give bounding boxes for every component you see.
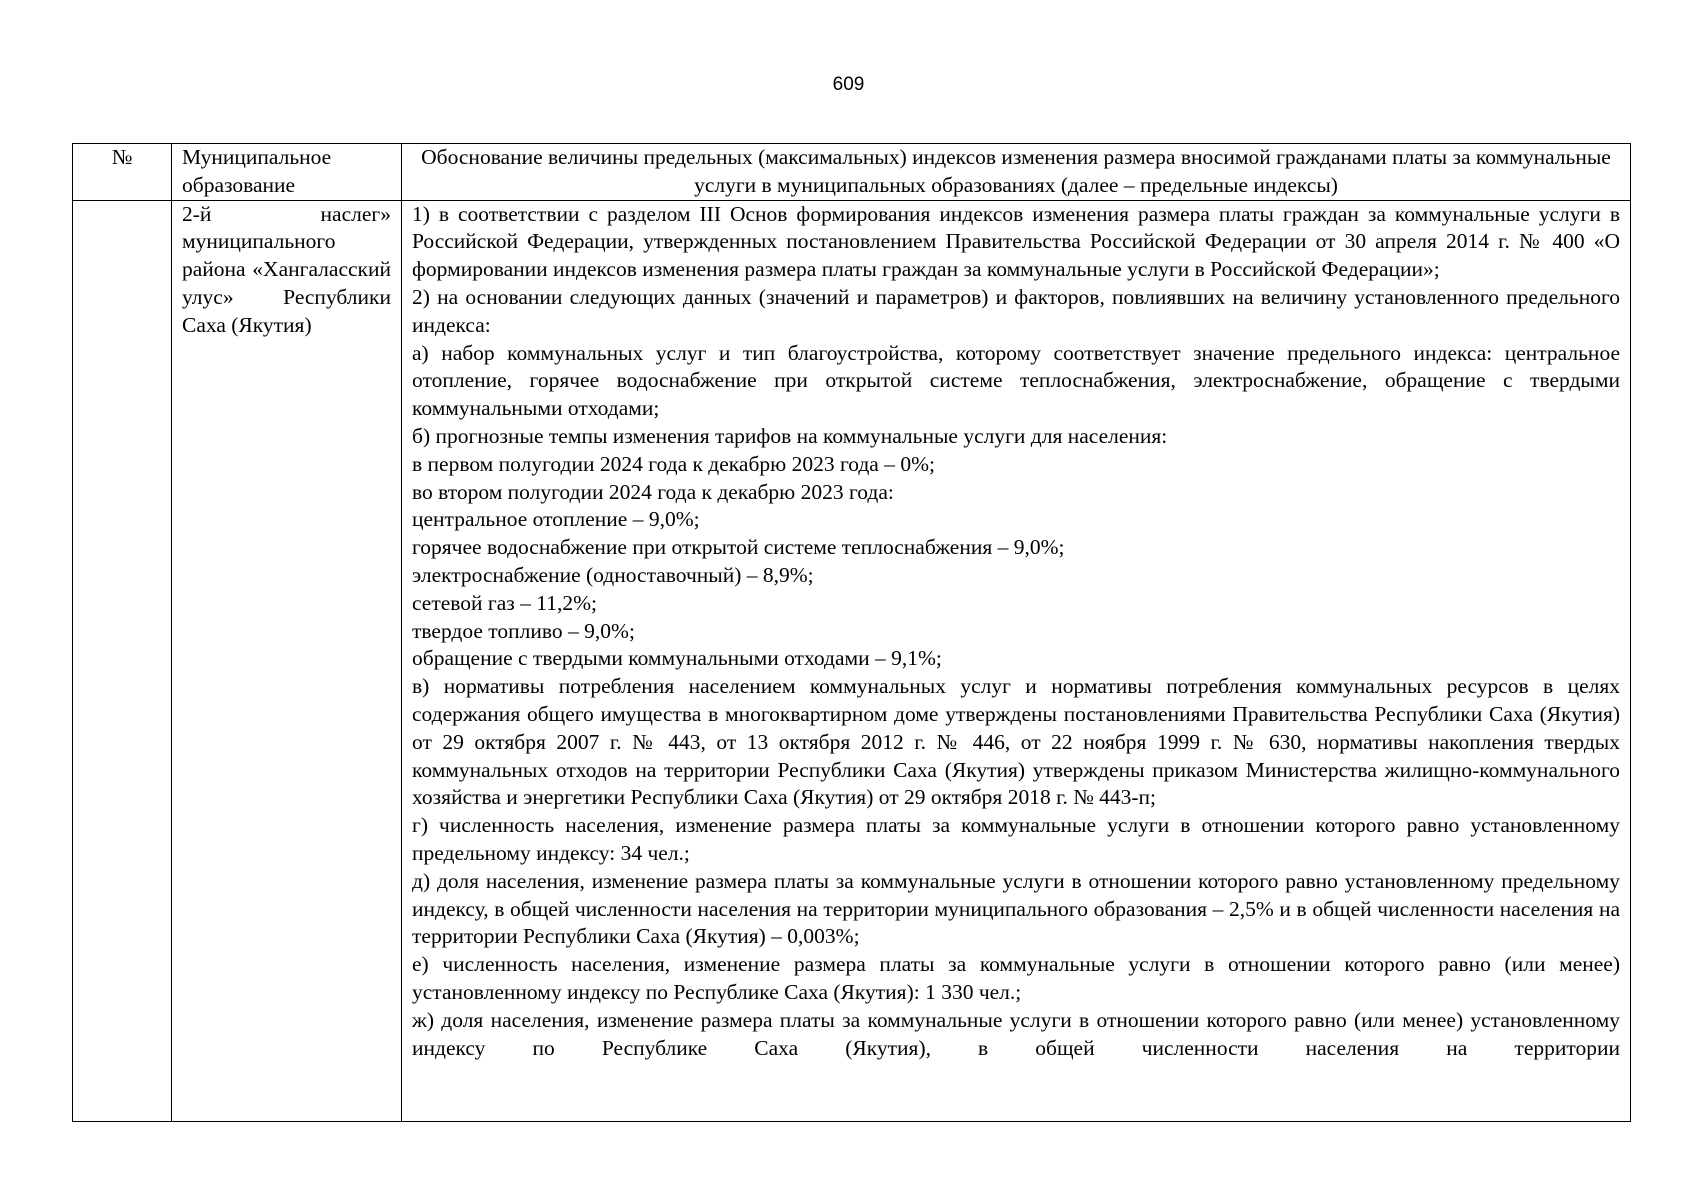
header-municipality: Муниципальное образование bbox=[172, 144, 402, 201]
rate-hot-water: горячее водоснабжение при открытой системе теплоснабжения – 9,0%; bbox=[412, 535, 1065, 560]
paragraph-b-first-half: в первом полугодии 2024 года к декабрю 2023 года – 0%; bbox=[412, 451, 935, 476]
rate-heating: центральное отопление – 9,0%; bbox=[412, 507, 700, 532]
paragraph-b-second-half: во втором полугодии 2024 года к декабрю 2023 года: bbox=[412, 479, 894, 504]
paragraph-v: в) нормативы потребления населением коммунальных услуг и нормативы потребления коммунальных ресурсов в целях содержания общего имущества в многоквартирном доме утверждены постановлениями Правительства Республики Саха (Якутия) от 29 октября 2007 г. № 443, от 13 октября 2012 г. № 446, от 22 ноября 1999 г. № 630, нормативы накопления твердых коммунальных отходов на территории Республики Саха (Якутия) утверждены приказом Министерства жилищно-коммунального хозяйства и энергетики Республики Саха (Якутия) от 29 октября 2018 г. № 443-п; bbox=[412, 674, 1620, 810]
paragraph-d: д) доля населения, изменение размера платы за коммунальные услуги в отношении которого равно установленному предельному индексу, в общей численности населения на территории муниципального образования – 2,5% и в общей численности населения на территории Республики Саха (Якутия) – 0,003%; bbox=[412, 868, 1620, 949]
header-number: № bbox=[73, 144, 172, 201]
rate-solid-fuel: твердое топливо – 9,0%; bbox=[412, 618, 635, 643]
paragraph-a: а) набор коммунальных услуг и тип благоустройства, которому соответствует значение предельного индекса: центральное отопление, горячее водоснабжение при открытой системе теплоснабжения, электроснабжение, обращение с твердыми коммунальными отходами; bbox=[412, 340, 1620, 421]
row-justification-cell bbox=[402, 200, 1631, 1121]
table-row bbox=[73, 200, 1631, 1121]
paragraph-g: г) численность населения, изменение размера платы за коммунальные услуги в отношении которого равно установленному предельному индексу: 34 чел.; bbox=[412, 813, 1620, 865]
rate-gas: сетевой газ – 11,2%; bbox=[412, 590, 597, 615]
index-justification-table bbox=[72, 143, 1631, 1122]
paragraph-2: 2) на основании следующих данных (значений и параметров) и факторов, повлиявших на величину установленного предельного индекса: bbox=[412, 284, 1620, 337]
paragraph-1: 1) в соответствии с разделом III Основ формирования индексов изменения размера платы граждан за коммунальные услуги в Российской Федерации, утвержденных постановлением Правительства Российской Федерации от 30 апреля 2014 г. № 400 «О формировании индексов изменения размера платы граждан за коммунальные услуги в Российской Федерации»; bbox=[412, 201, 1620, 282]
page-number: 609 bbox=[832, 74, 865, 95]
table-header-row bbox=[73, 144, 1631, 201]
row-municipality-cell: 2-й наслег» муниципального района «Хангаласский улус» Республики Саха (Якутия) bbox=[172, 200, 402, 1121]
header-justification: Обоснование величины предельных (максимальных) индексов изменения размера вносимой гражданами платы за коммунальные услуги в муниципальных образованиях (далее – предельные индексы) bbox=[402, 144, 1631, 201]
paragraph-b: б) прогнозные темпы изменения тарифов на коммунальные услуги для населения: bbox=[412, 423, 1168, 448]
rate-waste: обращение с твердыми коммунальными отходами – 9,1%; bbox=[412, 646, 942, 671]
rate-electricity: электроснабжение (одноставочный) – 8,9%; bbox=[412, 562, 814, 587]
paragraph-zh: ж) доля населения, изменение размера платы за коммунальные услуги в отношении которого равно (или менее) установленному индексу по Республике Саха (Якутия), в общей численности населения на территории bbox=[412, 1007, 1620, 1060]
row-number-cell bbox=[73, 200, 172, 1121]
paragraph-e: е) численность населения, изменение размера платы за коммунальные услуги в отношении которого равно (или менее) установленному индексу по Республике Саха (Якутия): 1 330 чел.; bbox=[412, 952, 1620, 1004]
